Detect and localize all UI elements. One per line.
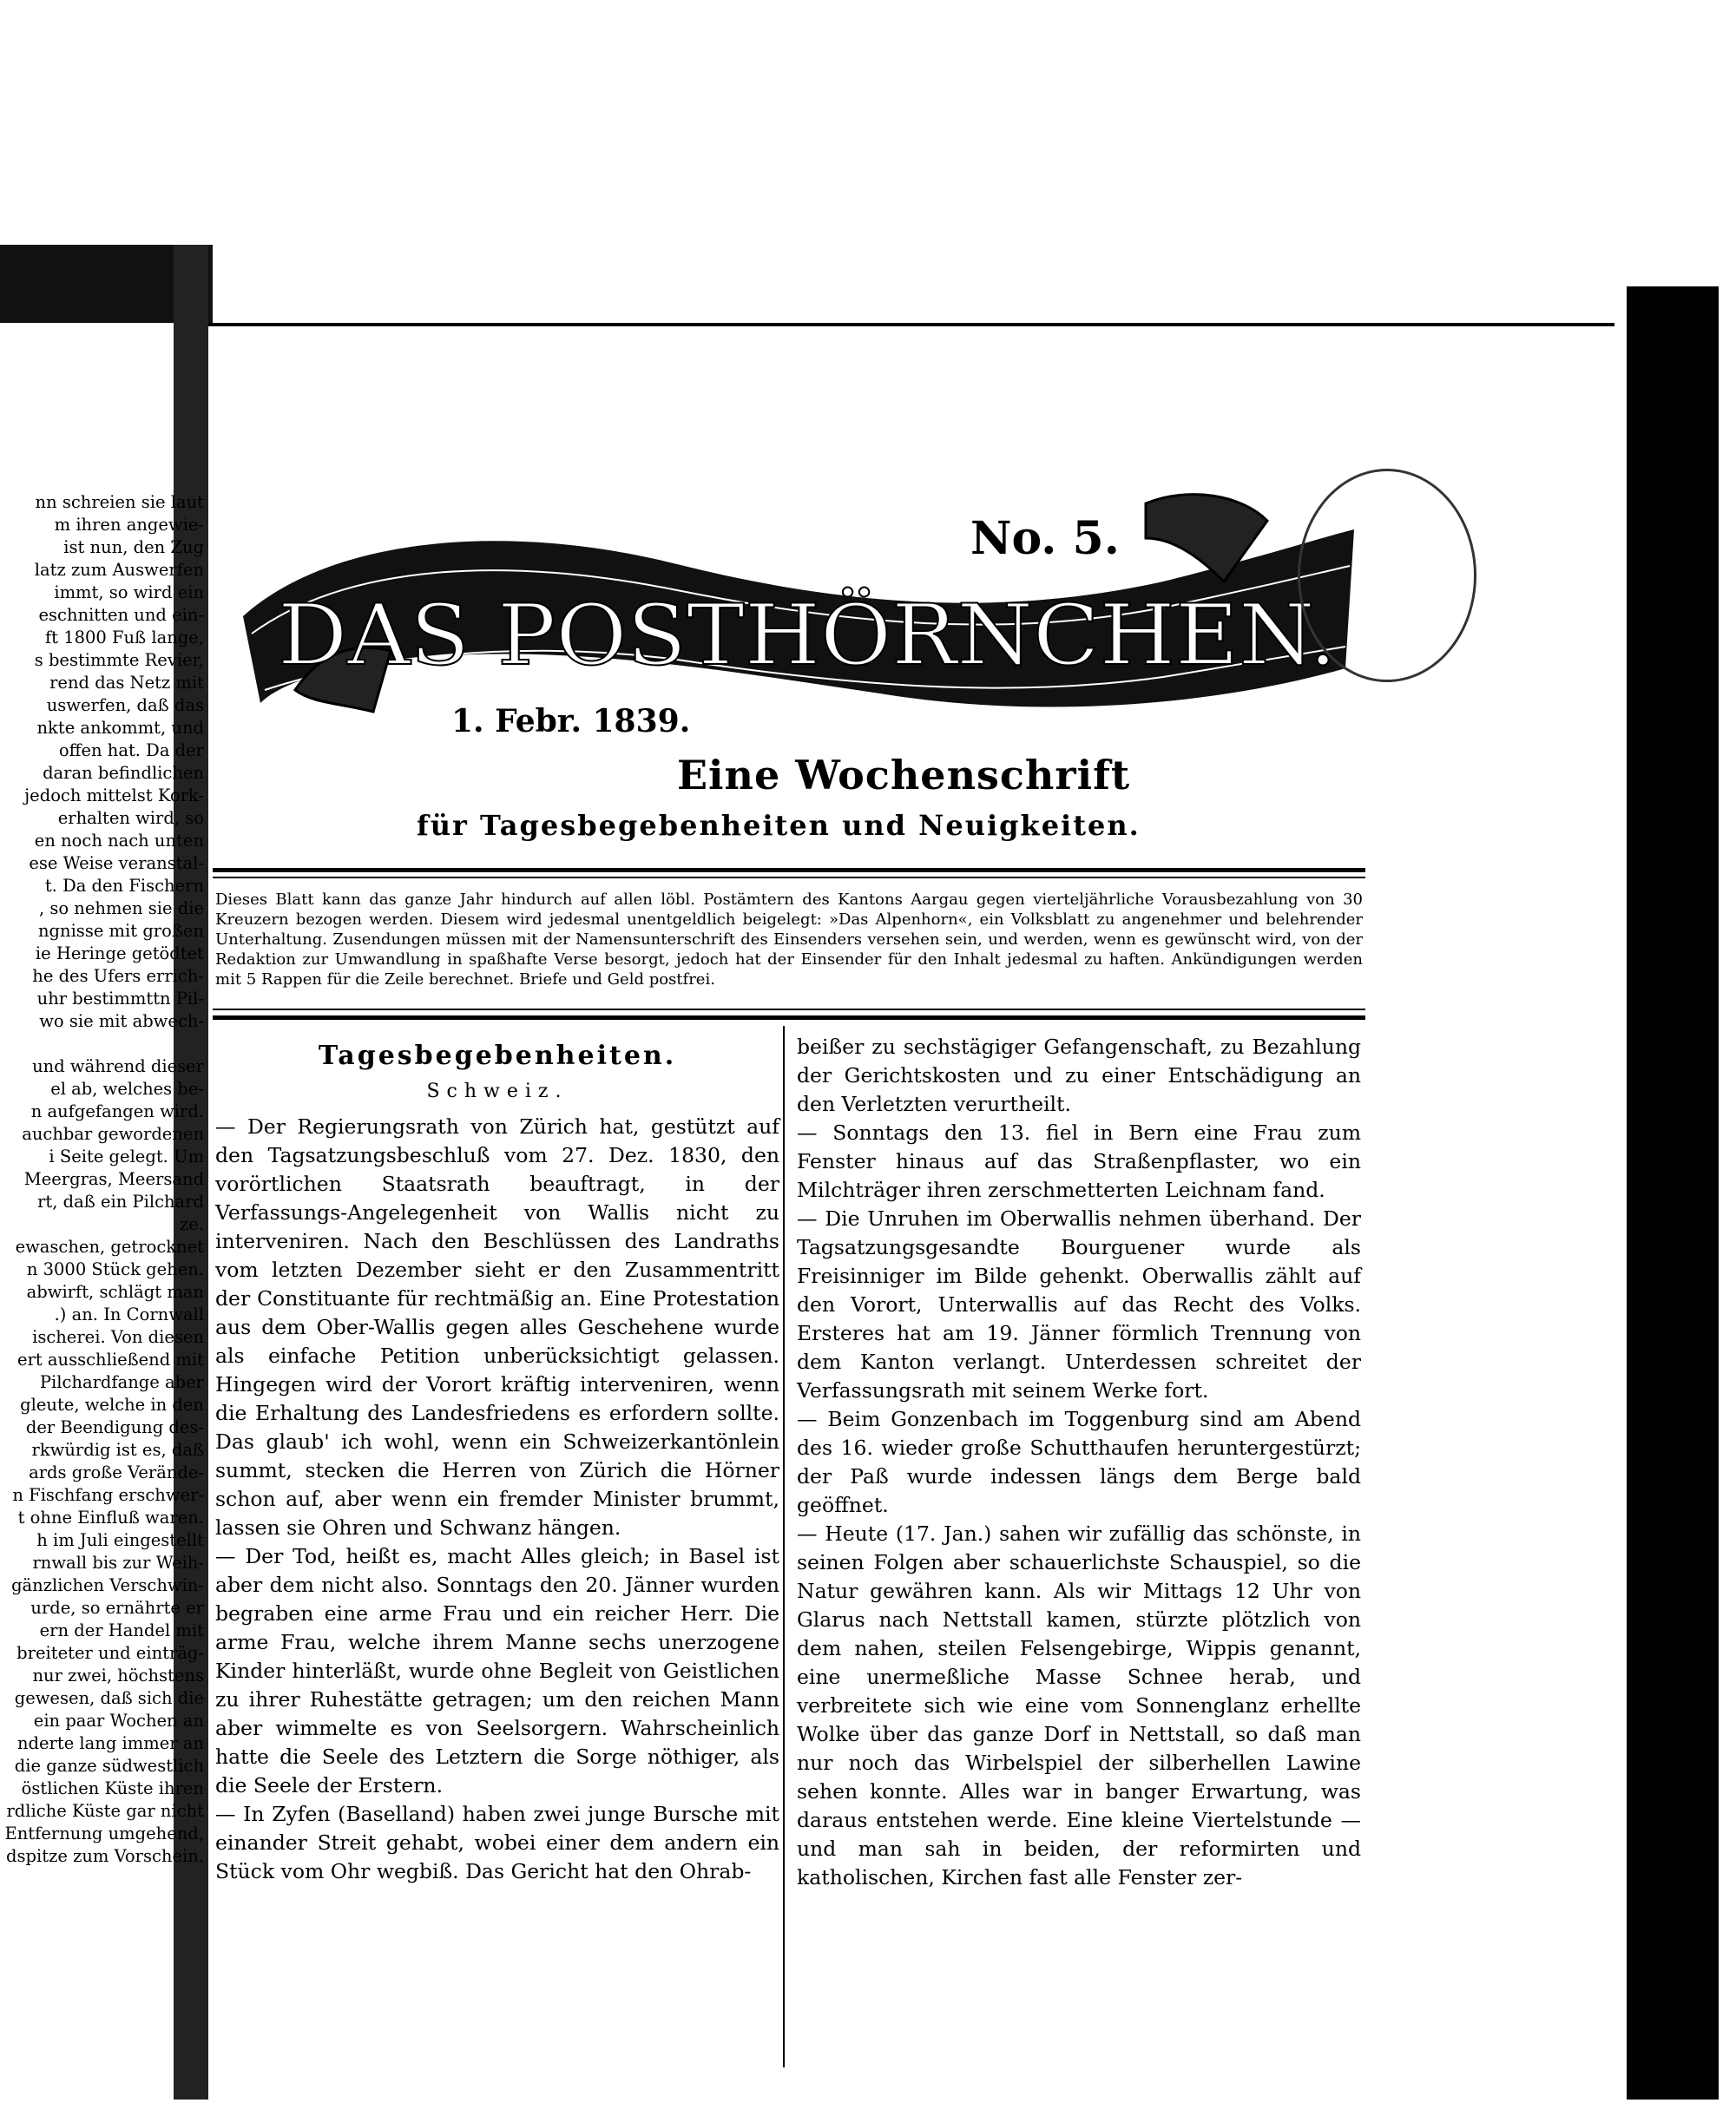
- left-page-line: ewaschen, getrocknet: [15, 1237, 204, 1257]
- article-paragraph: — Sonntags den 13. fiel in Bern eine Frau zum Fenster hinaus auf das Straßenpflaster, wo ein Milchträger ihren zerschmetterten Leichnam fand.: [797, 1121, 1361, 1202]
- left-page-line: erhalten wird, so: [57, 808, 204, 828]
- section-subtitle: Schweiz.: [426, 1081, 569, 1102]
- left-page-line: h im Juli eingestellt: [36, 1530, 204, 1550]
- masthead-title: DAS POSTHÖRNCHEN.: [278, 587, 1338, 684]
- left-page-line: ze.: [179, 1214, 204, 1234]
- issue-number: No. 5.: [970, 512, 1120, 565]
- left-page-line: .) an. In Cornwall: [54, 1305, 204, 1324]
- left-page-line: immt, so wird ein: [54, 582, 204, 602]
- left-page-line: offen hat. Da der: [58, 740, 204, 760]
- rule-above-notice-thin: [213, 877, 1365, 878]
- left-page-line: s bestimmte Revier,: [34, 650, 204, 670]
- scan-edge-right: [1614, 286, 1719, 2100]
- article-paragraph: — Heute (17. Jan.) sahen wir zufällig das schönste, in seinen Folgen aber schauerlichste Schauspiel, so die Natur gewähren kann. Als wir Mittags 12 Uhr von Glarus nach Nettstall kamen, stürzte plötzlich von dem nahen, steilen Felsengebirge, Wippis genannt, eine unermeßliche Masse Schnee herab, und verbreitete sich wie eine vom Sonnenglanz erhellte Wolke über das ganze Dorf in Nettstall, so daß man nur noch das Wirbelspiel der silberhellen Lawine sehen konnte. Alles war in banger Erwartung, was daraus entstehen werde. Eine kleine Viertelstunde — und man sah in beiden, der reformirten und katholischen, Kirchen fast alle Fenster zer-: [797, 1521, 1361, 1889]
- left-page-line: ards große Verände-: [29, 1462, 204, 1482]
- left-page-line: rnwall bis zur Weih-: [32, 1553, 204, 1573]
- left-page-line: rend das Netz mit: [49, 673, 204, 693]
- left-page-line: , so nehmen sie die: [38, 898, 204, 918]
- left-page-line: die ganze südwestlich: [14, 1756, 204, 1776]
- left-page-line: ft 1800 Fuß lange,: [44, 628, 204, 647]
- left-page-line: uswerfen, daß das: [46, 695, 204, 715]
- left-page-line: n 3000 Stück gehen.: [26, 1259, 204, 1279]
- left-page-line: nderte lang immer an: [16, 1733, 204, 1753]
- article-paragraph: — In Zyfen (Baselland) haben zwei junge Bursche mit einander Streit gehabt, wobei einer dem andern ein Stück vom Ohr wegbiß. Das Gericht hat den Ohrab-: [215, 1802, 779, 1883]
- left-page-line: daran befindlichen: [43, 763, 204, 783]
- left-page-line: ern der Handel mit: [39, 1620, 204, 1640]
- left-page-line: rdliche Küste gar nicht: [6, 1801, 204, 1821]
- left-page-line: wo sie mit abwech-: [39, 1011, 204, 1031]
- left-page-line: Meergras, Meersand: [23, 1169, 204, 1189]
- left-page-line: el ab, welches be-: [50, 1079, 204, 1099]
- left-page-line: jedoch mittelst Kork-: [24, 785, 204, 805]
- left-page-line: n aufgefangen wird.: [30, 1101, 204, 1121]
- masthead-banner: [226, 486, 1389, 746]
- left-page-line: ngnisse mit großen: [37, 921, 204, 941]
- left-page-line: und während dieser: [32, 1056, 204, 1076]
- left-page-line: uhr bestimmttn Pil-: [36, 989, 204, 1009]
- left-page-line: i Seite gelegt. Um: [49, 1147, 204, 1167]
- left-page-fragment: [0, 491, 204, 1868]
- article-paragraph: — Der Regierungsrath von Zürich hat, gestützt auf den Tagsatzungsbeschluß vom 27. Dez. 1830, den vorörtlichen Staatsrath beauftragt, in der Verfassungs-Angelegenheit von Wallis nicht zu interveniren. Nach den Beschlüssen des Landraths vom letzten Dezember sieht er den Zusammentritt der Constituante für rechtmäßig an. Eine Protestation aus dem Ober-Wallis gegen alles Geschehene wurde als einfache Petition unberücksichtigt gelassen. Hingegen wird der Vorort kräftig interveniren, wenn die Erhaltung des Landesfriedens es erfordern sollte. Das glaub' ich wohl, wenn ein Schweizerkantönlein summt, stecken die Herren von Zürich die Hörner schon auf, aber wenn ein fremder Minister brummt, lassen sie Ohren und Schwanz hängen.: [215, 1114, 779, 1540]
- left-page-line: der Beendigung des-: [25, 1417, 204, 1437]
- rule-below-notice-thin: [213, 1009, 1365, 1010]
- left-page-line: ein paar Wochen an: [33, 1711, 204, 1731]
- left-page-line: t. Da den Fischern: [44, 876, 204, 896]
- left-page-line: auchbar gewordenen: [22, 1124, 204, 1144]
- subscription-notice: Dieses Blatt kann das ganze Jahr hindurch auf allen löbl. Postämtern des Kantons Aargau gegen vierteljährliche Vorausbezahlung von 30 Kreuzern bezogen werden. Diesem wird jedesmal unentgeldlich beigelegt: »Das Alpenhorn«, ein Volksblatt zu angenehmer und belehrender Unterhaltung. Zusendungen müssen mit der Namensunterschrift des Einsenders versehen sein, und werden, wenn es gewünscht wird, von der Redaktion zur Umwandlung in spaßhafte Verse besorgt, jedoch hat der Einsender für den Inhalt jedesmal zu haften. Ankündigungen werden mit 5 Rappen für die Zeile berechnet. Briefe und Geld postfrei.: [215, 890, 1363, 989]
- left-page-line: ischerei. Von diesen: [32, 1327, 204, 1347]
- left-page-line: nn schreien sie laut: [35, 492, 204, 512]
- article-paragraph: — Die Unruhen im Oberwallis nehmen überhand. Der Tagsatzungsgesandte Bourguener wurde als Freisinniger im Bilde gehenkt. Oberwallis zählt auf den Vorort, Unterwallis auf das Recht des Volks. Ersteres hat am 19. Jänner förmlich Trennung von dem Kanton verlangt. Unterdessen schreitet der Verfassungsrath mit seinem Werke fort.: [797, 1206, 1361, 1403]
- library-stamp: [1298, 469, 1476, 682]
- left-page-line: nur zwei, höchstens: [32, 1666, 204, 1686]
- article-paragraph: — Der Tod, heißt es, macht Alles gleich; in Basel ist aber dem nicht also. Sonntags den 20. Jänner wurden begraben eine arme Frau und ein reicher Herr. Die arme Frau, welche ihrem Manne sechs unerzogene Kinder hinterläßt, wurde ohne Begleit von Geistlichen zu ihrer Ruhestätte getragen; um den reichen Mann aber wimmelte es von Seelsorgern. Wahrscheinlich hatte die Seele des Letztern die Sorge nöthiger, als die Seele der Erstern.: [215, 1544, 779, 1797]
- left-page-line: rt, daß ein Pilchard: [37, 1192, 204, 1212]
- article-column-1: [215, 1042, 779, 1886]
- left-page-line: n Fischfang erschwer-: [12, 1485, 204, 1505]
- left-page-line: ist nun, den Zug: [63, 537, 204, 557]
- left-page-line: latz zum Auswerfen: [34, 560, 204, 580]
- left-page-line: breiteter und einträg-: [16, 1643, 204, 1663]
- left-page-line: Pilchardfange aber: [39, 1372, 204, 1392]
- left-page-line: en noch nach unten: [34, 831, 204, 851]
- column-divider: [783, 1026, 785, 2067]
- left-page-line: nkte ankommt, und: [36, 718, 204, 738]
- left-page-line: rkwürdig ist es, daß: [31, 1440, 204, 1460]
- left-page-line: urde, so ernährte er: [30, 1598, 204, 1618]
- left-page-line: eschnitten und ein-: [38, 605, 204, 625]
- left-page-line: ert ausschließend mit: [17, 1350, 204, 1370]
- rule-below-notice: [213, 1015, 1365, 1020]
- left-page-line: [0, 1033, 204, 1055]
- left-page-line: ie Heringe getödtet: [35, 943, 204, 963]
- subsubtitle: für Tagesbegebenheiten und Neuigkeiten.: [417, 809, 1141, 842]
- article-paragraph: beißer zu sechstägiger Gefangenschaft, zu Bezahlung der Gerichtskosten und zu einer Entschädigung an den Verletzten verurtheilt.: [797, 1035, 1361, 1116]
- issue-date: 1. Febr. 1839.: [451, 703, 691, 739]
- left-page-line: dspitze zum Vorschein.: [6, 1846, 204, 1866]
- rule-above-notice: [213, 868, 1365, 872]
- left-page-line: Entfernung umgehend,: [4, 1824, 204, 1843]
- section-title: Tagesbegebenheiten.: [318, 1041, 677, 1071]
- left-page-line: östlichen Küste ihren: [21, 1778, 204, 1798]
- article-paragraph: — Beim Gonzenbach im Toggenburg sind am Abend des 16. wieder große Schutthaufen heruntergestürzt; der Paß wurde indessen längs dem Berge bald geöffnet.: [797, 1407, 1361, 1517]
- left-page-line: t ohne Einfluß waren.: [17, 1508, 204, 1528]
- left-page-line: m ihren angewie-: [54, 515, 204, 535]
- subtitle: Eine Wochenschrift: [677, 752, 1131, 798]
- left-page-line: gewesen, daß sich die: [14, 1688, 204, 1708]
- article-column-2: [797, 1033, 1361, 1892]
- left-page-line: abwirft, schlägt man: [26, 1282, 204, 1302]
- left-page-line: gänzlichen Verschwin-: [11, 1575, 204, 1595]
- left-page-line: he des Ufers errich-: [32, 966, 204, 986]
- page-edge-right: [1614, 286, 1627, 2100]
- left-page-line: ese Weise veranstal-: [29, 853, 204, 873]
- left-page-line: gleute, welche in den: [20, 1395, 204, 1415]
